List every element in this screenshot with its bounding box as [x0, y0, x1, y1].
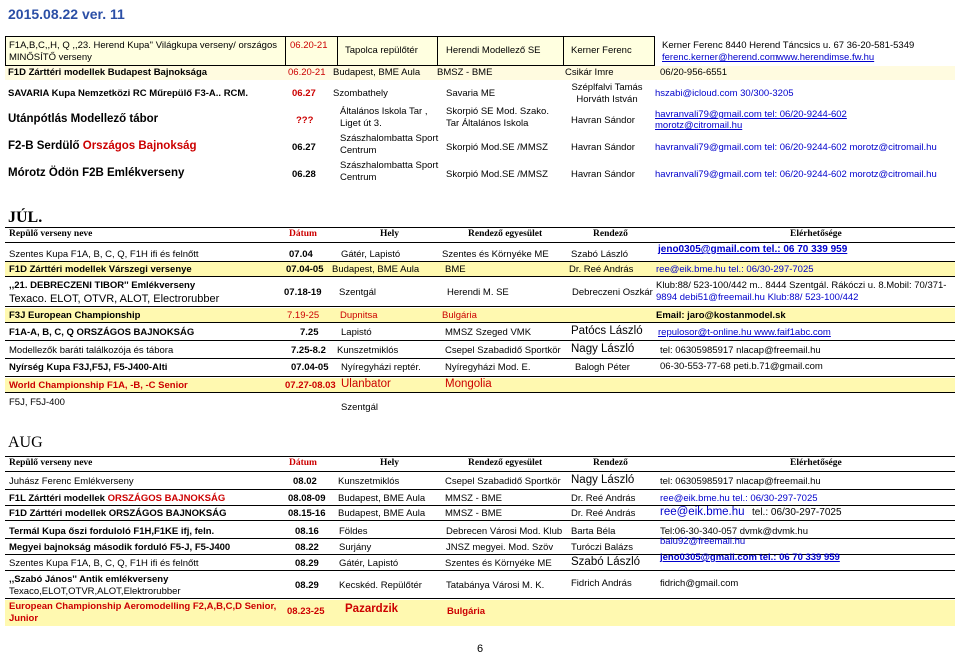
- top-r1-web[interactable]: www.herendimse.fw.hu: [777, 52, 875, 63]
- jul-r6-org: Csepel Szabadidő Sportkör: [445, 345, 561, 356]
- jul-r9-place: Szentgál: [341, 402, 378, 413]
- aug-r1-org: Csepel Szabadidő Sportkör: [445, 476, 561, 487]
- top-r1-date: 06.20-21: [290, 40, 328, 51]
- aug-r6-date: 08.29: [295, 558, 319, 569]
- aug-r4-place: Földes: [339, 526, 368, 537]
- aug-r7-org: Tatabánya Városi M. K.: [446, 580, 545, 591]
- aug-r3-contact-b: tel.: 06/30-297-7025: [752, 507, 842, 518]
- aug-r6-person: Szabó László: [571, 556, 641, 568]
- divider: [5, 306, 955, 307]
- jul-r1-person: Szabó László: [571, 249, 629, 260]
- top-r6-event: Mórotz Ödön F2B Emlékverseny: [8, 167, 185, 179]
- aug-row-1: [5, 474, 955, 488]
- jul-r9-name: F5J, F5J-400: [9, 397, 65, 408]
- top-r5-event: [8, 140, 197, 152]
- aug-r5-place: Surjány: [339, 542, 372, 553]
- jul-row-1: [5, 244, 955, 261]
- aug-col-org: Rendező egyesület: [468, 458, 543, 468]
- aug-r2-org: MMSZ - BME: [445, 493, 502, 504]
- aug-col-person: Rendező: [593, 458, 628, 468]
- aug-r7-name1: ,,Szabó János'' Antik emlékverseny: [9, 574, 169, 585]
- aug-r8-place: Pazardzik: [345, 603, 399, 615]
- aug-row-4: [5, 524, 955, 538]
- top-r2-contact: 06/20-956-6551: [660, 67, 728, 78]
- jul-r6-contact[interactable]: tel: 06305985917 nlacap@freemail.hu: [660, 345, 821, 356]
- jul-col-place: Hely: [380, 229, 399, 239]
- top-r3-event: SAVARIA Kupa Nemzetközi RC Műrepülő F3-A.. RCM.: [8, 88, 248, 99]
- jul-r3-person: Debreczeni Oszkár: [572, 287, 653, 298]
- top-r6-person: Havran Sándor: [571, 169, 635, 180]
- top-r5-org: Skorpió Mod.SE /MMSZ: [446, 142, 548, 153]
- aug-r8-date: 08.23-25: [287, 606, 325, 617]
- aug-row-8: [5, 600, 955, 626]
- jul-r4-place: Dupnitsa: [340, 310, 378, 321]
- jul-r6-person: Nagy László: [571, 343, 635, 355]
- jul-col-org: Rendező egyesület: [468, 229, 543, 239]
- aug-col-contact: Elérhetősége: [790, 458, 842, 468]
- aug-col-place: Hely: [380, 458, 399, 468]
- aug-r8-org: Bulgária: [447, 606, 486, 617]
- aug-r3-org: MMSZ - BME: [445, 508, 502, 519]
- aug-r4-org: Debrecen Városi Mod. Klub: [446, 526, 563, 537]
- jul-r5-org: MMSZ Szeged VMK: [445, 327, 532, 338]
- divider: [5, 538, 955, 539]
- jul-r2-date: 07.04-05: [286, 264, 324, 275]
- top-r5-contact[interactable]: havranvali79@gmail.com tel: 06/20-9244-602 morotz@citromail.hu: [655, 142, 937, 153]
- aug-col-name: Repülő verseny neve: [9, 458, 93, 468]
- top-r3-contact[interactable]: hszabi@icloud.com 30/300-3205: [655, 88, 794, 99]
- aug-r2-name-a: F1L Zárttéri modellek: [9, 493, 105, 504]
- aug-r3-place: Budapest, BME Aula: [338, 508, 426, 519]
- divider: [5, 392, 955, 393]
- jul-r6-name: Modellezők baráti találkozója és tábora: [9, 345, 174, 356]
- aug-r2-place: Budapest, BME Aula: [338, 493, 426, 504]
- page-number: 6: [477, 643, 484, 655]
- aug-r1-place: Kunszetmiklós: [338, 476, 400, 487]
- jul-column-header: [5, 227, 955, 243]
- jul-r3-contact1: Klub:88/ 523-100/442 m.. 8444 Szentgál. Rákóczi u. 8.Mobil: 70/371-: [656, 280, 947, 291]
- jul-r1-date: 07.04: [289, 249, 313, 260]
- jul-r7-contact[interactable]: 06-30-553-77-68 peti.b.71@gmail.com: [660, 361, 823, 372]
- jul-r8-org: Mongolia: [445, 378, 492, 390]
- aug-r7-date: 08.29: [295, 580, 319, 591]
- aug-r2-name-b: ORSZÁGOS BAJNOKSÁG: [107, 493, 226, 504]
- top-r3-person: Széplfalvi Tamás Horváth István: [571, 82, 643, 105]
- jul-r6-place: Kunszetmiklós: [337, 345, 399, 356]
- aug-r1-date: 08.02: [293, 476, 317, 487]
- top-r1-place: Tapolca repülőtér: [345, 45, 418, 56]
- jul-r3-date: 07.18-19: [284, 287, 322, 298]
- aug-r3-date: 08.15-16: [288, 508, 326, 519]
- top-r1-email[interactable]: ferenc.kerner@herend.com: [662, 52, 778, 63]
- jul-r5-place: Lapistó: [341, 327, 372, 338]
- top-r3-org: Savaria ME: [446, 88, 496, 99]
- top-r4-contact-text[interactable]: havranvali79@gmail.com tel: 06/20-9244-602: [655, 109, 847, 120]
- aug-r7-name2: Texaco,ELOT,OTVR,ALOT,Elektrorubber: [9, 586, 181, 597]
- top-r6-contact[interactable]: havranvali79@gmail.com tel: 06/20-9244-602 morotz@citromail.hu: [655, 169, 937, 180]
- divider: [5, 276, 955, 277]
- jul-r1-org: Szentes és Környéke ME: [442, 249, 549, 260]
- aug-row-7: [5, 572, 955, 598]
- divider: [5, 340, 955, 341]
- jul-row-7: [5, 360, 955, 374]
- aug-r7-person: Fidrich András: [571, 578, 632, 589]
- top-r2-event: F1D Zárttéri modellek Budapest Bajnoksága: [8, 67, 208, 78]
- aug-row-2: [5, 491, 955, 505]
- jul-row-6: [5, 343, 955, 357]
- jul-col-person: Rendező: [593, 229, 628, 239]
- jul-r1-contact[interactable]: jeno0305@gmail.com tel.: 06 70 339 959: [658, 244, 848, 255]
- jul-r7-date: 07.04-05: [291, 362, 329, 373]
- jul-r6-date: 7.25-8.2: [291, 345, 326, 356]
- divider: [5, 322, 955, 323]
- top-r4-place: Általános Iskola Tar , Liget út 3.: [340, 106, 428, 129]
- jul-r1-name: Szentes Kupa F1A, B, C, Q, F1H ifi és felnőtt: [9, 249, 199, 260]
- aug-column-header: [5, 456, 955, 472]
- top-r3-date: 06.27: [292, 88, 316, 99]
- jul-r5-contact[interactable]: repulosor@t-online.hu www.faif1abc.com: [658, 327, 831, 338]
- aug-r6-name: Szentes Kupa F1A, B, C, Q, F1H ifi és felnőtt: [9, 558, 199, 569]
- top-r1-org: Herendi Modellező SE: [446, 45, 541, 56]
- aug-r2-contact[interactable]: ree@eik.bme.hu tel.: 06/30-297-7025: [660, 493, 818, 504]
- jul-r5-date: 7.25: [300, 327, 319, 338]
- top-r4-event: Utánpótlás Modellező tábor: [8, 113, 159, 125]
- aug-r8-name2: Junior: [9, 613, 39, 624]
- jul-r8-name: World Championship F1A, -B, -C Senior: [9, 380, 188, 391]
- aug-r4-contact[interactable]: Tel:06-30-340-057 dvmk@dvmk.hu: [660, 526, 808, 537]
- divider: [5, 570, 955, 571]
- aug-r1-name: Juhász Ferenc Emlékverseny: [9, 476, 134, 487]
- jul-r4-name: F3J European Championship: [9, 310, 141, 321]
- top-r4-org: Skorpió SE Mod. Szako. Tar Általános Iskola: [446, 106, 549, 129]
- top-r5-event-b: Országos Bajnokság: [82, 140, 197, 152]
- divider: [5, 520, 955, 521]
- aug-r3-contact-a[interactable]: ree@eik.bme.hu: [660, 506, 745, 518]
- jul-r2-org: BME: [445, 264, 466, 275]
- aug-r4-name: Termál Kupa őszi forduloló F1H,F1KE ifj, feln.: [9, 526, 215, 537]
- aug-r5-person: Turóczi Balázs: [571, 542, 633, 553]
- top-r6-place: Szászhalombatta Sport Centrum: [340, 160, 439, 183]
- top-r6-date: 06.28: [292, 169, 316, 180]
- aug-r5-org: JNSZ megyei. Mod. Szöv: [446, 542, 554, 553]
- aug-r1-contact[interactable]: tel: 06305985917 nlacap@freemail.hu: [660, 476, 821, 487]
- jul-row-3: [5, 278, 955, 306]
- top-r2-place: Budapest, BME Aula: [333, 67, 421, 78]
- aug-r6-contact[interactable]: jeno0305@gmail.com tel.: 06 70 339 959: [660, 552, 840, 563]
- jul-row-2: [5, 262, 955, 276]
- top-r5-place: Szászhalombatta Sport Centrum: [340, 133, 439, 156]
- jul-r2-person: Dr. Reé András: [569, 264, 634, 275]
- top-r2-date: 06.20-21: [288, 67, 326, 78]
- jul-r7-org: Nyíregyházi Mod. E.: [445, 362, 531, 373]
- aug-r6-place: Gátér, Lapistó: [339, 558, 399, 569]
- jul-r3-contact2[interactable]: 9894 debi51@freemail.hu Klub:88/ 523-100/442: [656, 292, 859, 303]
- jul-row-5: [5, 325, 955, 339]
- jul-col-contact: Elérhetősége: [790, 229, 842, 239]
- aug-r5-date: 08.22: [295, 542, 319, 553]
- jul-r4-contact: Email: jaro@kostanmodel.sk: [656, 310, 786, 321]
- jul-r5-person: Patócs László: [571, 325, 643, 337]
- aug-r5-name: Megyei bajnokság második forduló F5-J, F5-J400: [9, 542, 231, 553]
- aug-r7-place: Kecskéd. Repülőtér: [339, 580, 422, 591]
- jul-r1-place: Gátér, Lapistó: [341, 249, 401, 260]
- jul-r8-date: 07.27-08.03: [285, 380, 336, 391]
- top-r1-event: F1A,B,C,,H, Q ,,23. Herend Kupa'' Világkupa verseny/ országos MINŐSÍTŐ verseny: [9, 40, 278, 63]
- top-r2-org: BMSZ - BME: [437, 67, 493, 78]
- jul-r5-name: F1A-A, B, C, Q ORSZÁGOS BAJNOKSÁG: [9, 327, 195, 338]
- divider: [5, 358, 955, 359]
- top-r3-place: Szombathely: [333, 88, 388, 99]
- jul-row-8: [5, 378, 955, 392]
- jul-title: JÚL.: [8, 209, 43, 226]
- jul-r3-place: Szentgál: [339, 287, 376, 298]
- aug-r5-contact[interactable]: balu92@freemail.hu: [660, 536, 746, 547]
- jul-r3-name1: ,,21. DEBRECZENI TIBOR'' Emlékverseny: [9, 280, 196, 291]
- aug-title: AUG: [8, 434, 43, 451]
- aug-r3-person: Dr. Reé András: [571, 508, 636, 519]
- jul-r2-contact[interactable]: ree@eik.bme.hu tel.: 06/30-297-7025: [656, 264, 814, 275]
- jul-col-name: Repülő verseny neve: [9, 229, 93, 239]
- aug-r6-org: Szentes és Környéke ME: [445, 558, 552, 569]
- aug-r8-name1: European Championship Aeromodelling F2,A,B,C,D Senior,: [9, 601, 277, 612]
- jul-r4-date: 7.19-25: [287, 310, 320, 321]
- divider: [5, 598, 955, 599]
- jul-r2-place: Budapest, BME Aula: [332, 264, 420, 275]
- jul-r8-place: Ulanbator: [341, 378, 391, 390]
- aug-r2-date: 08.08-09: [288, 493, 326, 504]
- jul-r7-place: Nyíregyházi reptér.: [341, 362, 421, 373]
- top-r4-person: Havran Sándor: [571, 115, 635, 126]
- top-r2-person: Csikár Imre: [565, 67, 614, 78]
- aug-r4-person: Barta Béla: [571, 526, 616, 537]
- jul-r4-org: Bulgária: [442, 310, 477, 321]
- version-label: 2015.08.22 ver. 11: [8, 6, 125, 22]
- divider: [5, 489, 955, 490]
- aug-row-6: [5, 552, 955, 570]
- jul-r7-person: Balogh Péter: [575, 362, 630, 373]
- aug-r4-date: 08.16: [295, 526, 319, 537]
- top-r5-event-a: F2-B Serdülő: [8, 140, 80, 152]
- top-r4-date: ???: [296, 115, 314, 126]
- top-r1-contact: Kerner Ferenc 8440 Herend Táncsics u. 67 36-20-581-5349: [662, 40, 915, 51]
- aug-row-3: [5, 506, 955, 520]
- top-r4-contact: [655, 109, 847, 120]
- divider: [5, 376, 955, 377]
- jul-r2-name: F1D Zárttéri modellek Várszegi versenye: [9, 264, 192, 275]
- aug-col-date: Dátum: [289, 458, 317, 468]
- top-r5-person: Havran Sándor: [571, 142, 635, 153]
- jul-r7-name: Nyírség Kupa F3J,F5J, F5-J400-Alti: [9, 362, 168, 373]
- aug-r2-name: [9, 493, 225, 504]
- jul-row-4: [5, 308, 955, 322]
- top-r1-person: Kerner Ferenc: [571, 45, 632, 56]
- top-r6-org: Skorpió Mod.SE /MMSZ: [446, 169, 548, 180]
- jul-r3-name2: Texaco. ELOT, OTVR, ALOT, Electrorubber: [9, 293, 220, 305]
- top-r5-date: 06.27: [292, 142, 316, 153]
- jul-r3-org: Herendi M. SE: [447, 287, 509, 298]
- jul-col-date: Dátum: [289, 229, 317, 239]
- aug-r1-person: Nagy László: [571, 474, 635, 486]
- aug-r2-person: Dr. Reé András: [571, 493, 636, 504]
- aug-r3-name: F1D Zárttéri modellek ORSZÁGOS BAJNOKSÁG: [9, 508, 227, 519]
- aug-r7-contact[interactable]: fidrich@gmail.com: [660, 578, 739, 589]
- jul-row-9: [5, 395, 955, 413]
- top-r4-email[interactable]: morotz@citromail.hu: [655, 120, 743, 131]
